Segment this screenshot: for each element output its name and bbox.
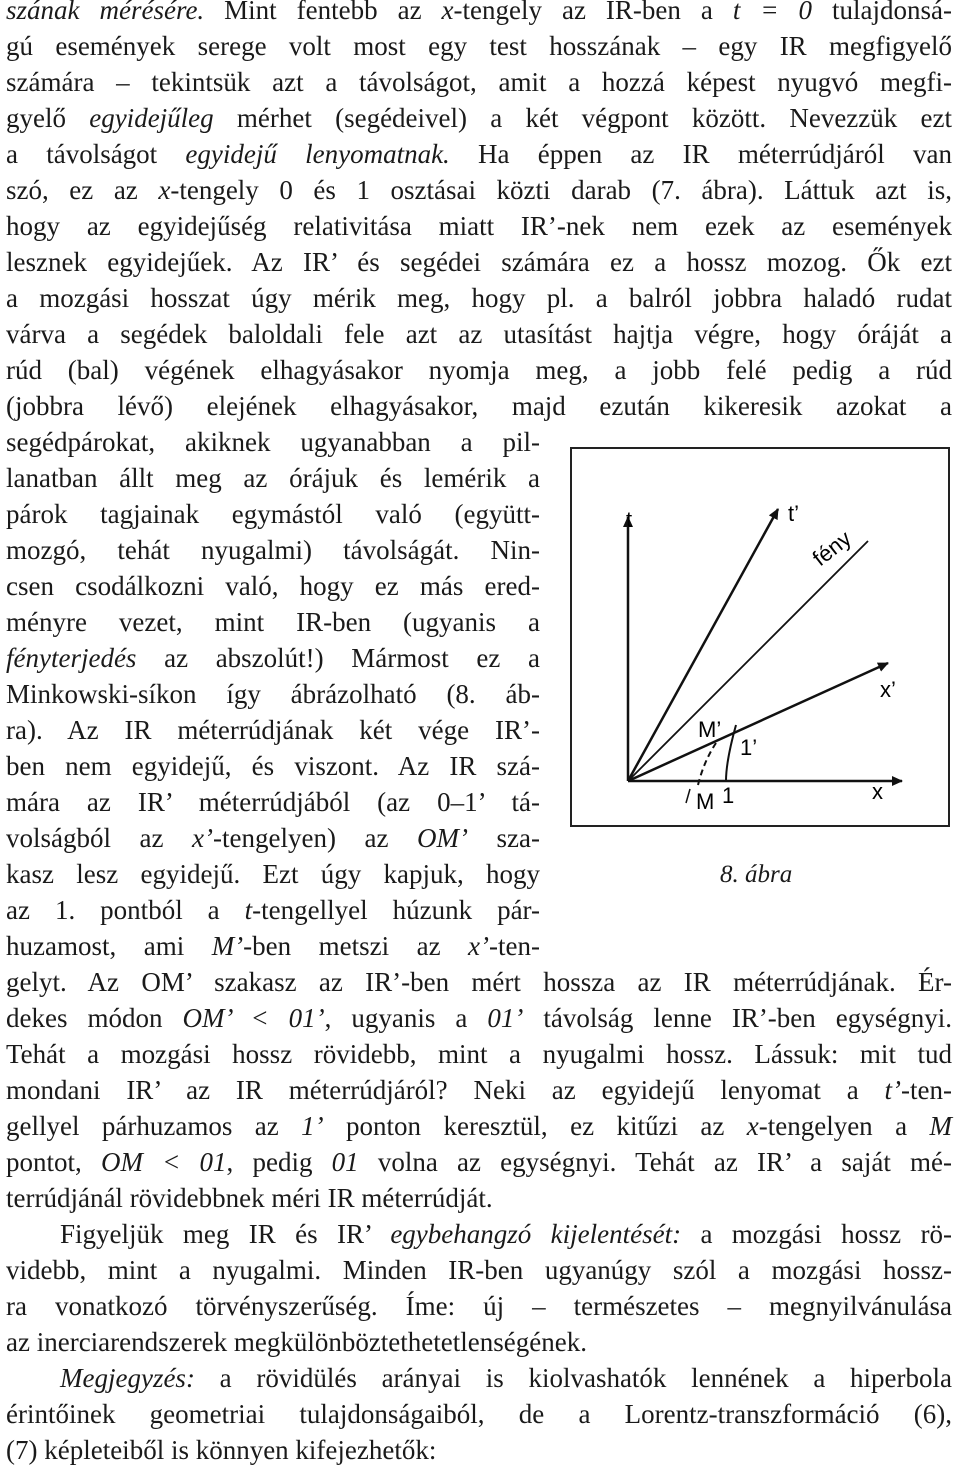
text-segment: sza- bbox=[468, 823, 541, 853]
text-segment: érintőinek geometriai tulajdonságaiból, de a Lorentz-transzformáció (6), bbox=[6, 1399, 952, 1429]
text-line bbox=[6, 28, 952, 64]
text-line bbox=[6, 748, 540, 784]
text-line bbox=[6, 172, 952, 208]
text-segment: számára – tekintsük azt a távolságot, amit a hozzá képest nyugvó megfi- bbox=[6, 67, 952, 97]
text-line bbox=[6, 964, 952, 1000]
label-m: M bbox=[696, 789, 715, 814]
text-segment: -tengely az IR-ben a bbox=[453, 0, 733, 25]
italic-text: t = 0 bbox=[732, 0, 813, 25]
text-line bbox=[6, 784, 540, 820]
italic-text: x’ bbox=[468, 931, 490, 961]
text-segment: Ha éppen az IR méterrúdjáról van bbox=[449, 139, 952, 169]
italic-text: x bbox=[441, 0, 454, 25]
text-segment: mozgó, tehát nyugalmi) távolságát. Nin- bbox=[6, 535, 540, 565]
italic-text: M bbox=[929, 1111, 952, 1141]
text-segment: kasz lesz egyidejű. Ezt úgy kapjuk, hogy bbox=[6, 859, 540, 889]
text-segment: ra). Az IR méterrúdjának két vége IR’- bbox=[6, 715, 540, 745]
minkowski-diagram-figure bbox=[570, 447, 950, 827]
text-line bbox=[6, 1144, 952, 1180]
text-segment: -ten- bbox=[489, 931, 540, 961]
text-segment: -ben metszi az bbox=[243, 931, 469, 961]
figure-caption: 8. ábra bbox=[720, 861, 793, 888]
label-m-prime: M’ bbox=[698, 717, 722, 742]
italic-text: OM’ bbox=[417, 823, 468, 853]
italic-text: t bbox=[244, 895, 253, 925]
text-segment: Figyeljük meg IR és IR’ bbox=[60, 1219, 391, 1249]
text-line bbox=[6, 892, 540, 928]
tick-mark bbox=[686, 789, 690, 803]
text-segment: ra vonatkozó törvényszerűség. Íme: új – természetes – megnyilvánulása bbox=[6, 1291, 952, 1321]
minkowski-diagram bbox=[572, 449, 948, 825]
text-segment: -ten- bbox=[901, 1075, 952, 1105]
text-line bbox=[6, 0, 952, 28]
text-segment: a rövidülés arányai is kiolvashatók lennének a hiperbola bbox=[194, 1363, 952, 1393]
text-segment: Minkowski-síkon így ábrázolható (8. áb- bbox=[6, 679, 540, 709]
text-line bbox=[6, 1180, 493, 1216]
text-segment: rúd (bal) végének elhagyásakor nyomja meg, a jobb felé pedig a rúd bbox=[6, 355, 952, 385]
text-line bbox=[6, 352, 952, 388]
text-segment: mára az IR’ méterrúdjából (az 0–1’ tá- bbox=[6, 787, 540, 817]
text-segment: -tengelyen a bbox=[758, 1111, 930, 1141]
text-line bbox=[6, 1072, 952, 1108]
text-line bbox=[6, 424, 540, 460]
text-line bbox=[6, 1324, 587, 1360]
text-segment: gyelő bbox=[6, 103, 90, 133]
text-segment: hogy az egyidejűség relativitása miatt IR’-nek nem ezek az események bbox=[6, 211, 952, 241]
text-line bbox=[6, 460, 540, 496]
text-line bbox=[6, 1252, 952, 1288]
italic-text: 01 bbox=[331, 1147, 359, 1177]
italic-text: egyidejűleg bbox=[89, 103, 214, 133]
text-segment: volna az egységnyi. Tehát az IR’ a saját mé- bbox=[358, 1147, 952, 1177]
text-segment: tulajdonsá- bbox=[812, 0, 952, 25]
text-line bbox=[6, 280, 952, 316]
text-segment: az abszolút!) Mármost ez a bbox=[136, 643, 540, 673]
text-line bbox=[6, 64, 952, 100]
italic-text: x bbox=[158, 175, 171, 205]
text-line bbox=[6, 496, 540, 532]
text-segment: lesznek egyidejűek. Az IR’ és segédei számára ez a hossz mozog. Ők ezt bbox=[6, 247, 952, 277]
text-segment: gú események serege volt most egy test hosszának – egy IR megfigyelő bbox=[6, 31, 952, 61]
text-line bbox=[6, 712, 540, 748]
text-line bbox=[6, 1000, 952, 1036]
italic-text: x’ bbox=[192, 823, 214, 853]
text-line bbox=[6, 568, 540, 604]
text-segment: (jobbra lévő) elejének elhagyásakor, majd ezután kikeresik azokat a bbox=[6, 391, 952, 421]
text-line bbox=[6, 820, 540, 856]
label-t-prime: t’ bbox=[788, 501, 799, 526]
italic-text: fényterjedés bbox=[6, 643, 137, 673]
text-segment: a mozgási hossz rö- bbox=[681, 1219, 952, 1249]
italic-text: 1’ bbox=[301, 1111, 324, 1141]
text-line bbox=[6, 640, 540, 676]
text-line bbox=[6, 136, 952, 172]
text-line bbox=[6, 244, 952, 280]
italic-text: t’ bbox=[884, 1075, 902, 1105]
text-line bbox=[6, 856, 540, 892]
text-segment: pontot, bbox=[6, 1147, 101, 1177]
text-line bbox=[6, 388, 952, 424]
text-line bbox=[6, 208, 952, 244]
text-segment: a mozgási hosszat úgy mérik meg, hogy pl. a balról jobbra haladó rudat bbox=[6, 283, 952, 313]
text-segment: ponton keresztül, ez kitűzi az bbox=[323, 1111, 747, 1141]
text-line bbox=[6, 1108, 952, 1144]
text-segment: mondani IR’ az IR méterrúdjáról? Neki az egyidejű lenyomat a bbox=[6, 1075, 885, 1105]
text-segment: dekes módon bbox=[6, 1003, 183, 1033]
text-segment: Mint fentebb az bbox=[204, 0, 442, 25]
text-segment: -tengelyen) az bbox=[213, 823, 418, 853]
text-line bbox=[6, 1288, 952, 1324]
text-line bbox=[6, 928, 540, 964]
text-segment: huzamost, ami bbox=[6, 931, 212, 961]
text-line bbox=[6, 316, 952, 352]
text-segment: -tengely 0 és 1 osztásai közti darab (7. ábra). Láttuk azt is, bbox=[170, 175, 952, 205]
text-segment: (7) képleteiből is könnyen kifejezhetők: bbox=[6, 1435, 437, 1465]
italic-text: OM < 01 bbox=[100, 1147, 227, 1177]
italic-text: M’ bbox=[211, 931, 244, 961]
text-line bbox=[60, 1216, 952, 1252]
text-segment: ben nem egyidejű, és viszont. Az IR szá- bbox=[6, 751, 540, 781]
text-segment: gelyt. Az OM’ szakasz az IR’-ben mért hossza az IR méterrúdjának. Ér- bbox=[6, 967, 952, 997]
label-light: fény bbox=[807, 525, 856, 571]
text-line bbox=[6, 676, 540, 712]
label-one-prime: 1’ bbox=[740, 735, 758, 760]
text-segment: gellyel párhuzamos az bbox=[6, 1111, 302, 1141]
text-segment: videbb, mint a nyugalmi. Minden IR-ben ugyanúgy szól a mozgási hossz- bbox=[6, 1255, 952, 1285]
label-x-prime: x’ bbox=[880, 677, 896, 702]
text-line bbox=[6, 1396, 952, 1432]
text-line bbox=[6, 532, 540, 568]
text-segment: terrúdjánál rövidebbnek méri IR méterrúdját. bbox=[6, 1183, 493, 1213]
text-segment: segédpárokat, akiknek ugyanabban a pil- bbox=[6, 427, 540, 457]
text-segment: , pedig bbox=[226, 1147, 332, 1177]
x-prime-axis bbox=[628, 663, 888, 781]
text-segment: -tengellyel húzunk pár- bbox=[252, 895, 540, 925]
text-segment: , ugyanis a bbox=[324, 1003, 488, 1033]
text-segment: ményre vezet, mint IR-ben (ugyanis a bbox=[6, 607, 540, 637]
label-one: 1 bbox=[722, 783, 735, 808]
text-segment: volságból az bbox=[6, 823, 193, 853]
text-segment: távolság lenne IR’-ben egységnyi. bbox=[523, 1003, 953, 1033]
text-segment: mérhet (segédeivel) a két végpont között. Nevezzük ezt bbox=[213, 103, 952, 133]
text-segment: az inerciarendszerek megkülönböztethetetlenségének. bbox=[6, 1327, 587, 1357]
italic-text: egyidejű lenyomatnak. bbox=[185, 139, 450, 169]
label-x: x bbox=[872, 779, 883, 804]
text-segment: a távolságot bbox=[6, 139, 186, 169]
text-segment: szó, ez az bbox=[6, 175, 159, 205]
text-line bbox=[6, 604, 540, 640]
text-segment: az 1. pontból a bbox=[6, 895, 245, 925]
text-segment: lanatban állt meg az órájuk és lemérik a bbox=[6, 463, 540, 493]
text-segment: Tehát a mozgási hossz rövidebb, mint a nyugalmi hossz. Lássuk: mit tud bbox=[6, 1039, 952, 1069]
text-segment: párok tagjainak egymástól való (együtt- bbox=[6, 499, 540, 529]
text-line bbox=[6, 100, 952, 136]
text-line bbox=[6, 1036, 952, 1072]
italic-text: OM’ < 01’ bbox=[182, 1003, 325, 1033]
italic-text: Megjegyzés: bbox=[60, 1363, 195, 1393]
italic-text: x bbox=[746, 1111, 759, 1141]
label-t: t bbox=[626, 507, 633, 532]
text-line bbox=[60, 1360, 952, 1396]
italic-text: szának mérésére. bbox=[6, 0, 205, 25]
italic-text: egybehangzó kijelentését: bbox=[390, 1219, 682, 1249]
italic-text: 01’ bbox=[487, 1003, 524, 1033]
text-line bbox=[6, 1432, 436, 1468]
text-segment: csen csodálkozni való, hogy ez más ered- bbox=[6, 571, 540, 601]
text-segment: várva a segédek baloldali fele azt az utasítást hajtja végre, hogy óráját a bbox=[6, 319, 952, 349]
